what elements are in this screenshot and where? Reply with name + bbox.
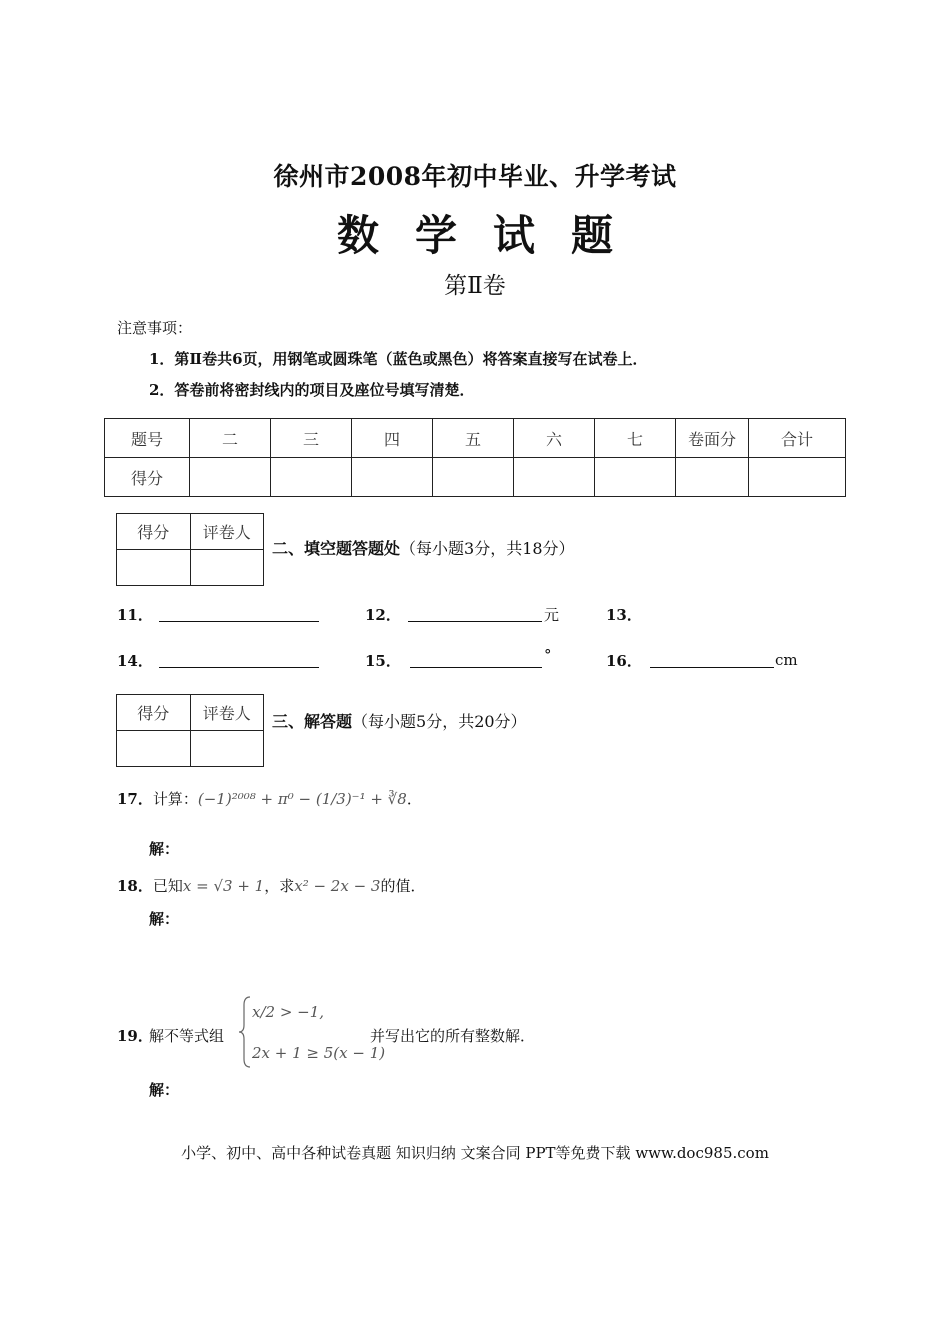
section3-title: 三、解答题 <box>272 712 353 731</box>
blank-unit: 元 <box>544 606 560 624</box>
score-cell <box>749 458 846 497</box>
answer-line <box>410 666 542 668</box>
score-table <box>104 418 846 497</box>
volume-title: 第Ⅱ卷 <box>444 273 506 299</box>
score-cell <box>271 458 352 497</box>
blank-number: 14． <box>117 652 153 670</box>
answer-line <box>650 666 774 668</box>
score-header-cell: 二 <box>190 419 271 458</box>
blank-number: 11． <box>117 606 153 624</box>
math-expression: x = √3 + 1 <box>182 877 265 895</box>
score-header-cell: 六 <box>514 419 595 458</box>
score-cell <box>352 458 433 497</box>
footer-text: 小学、初中、高中各种试卷真题 知识归纳 文案合同 PPT等免费下载 www.doc985.com <box>181 1144 769 1162</box>
grader-score-cell <box>117 550 191 586</box>
blank-number: 12． <box>365 606 401 624</box>
score-cell <box>595 458 676 497</box>
grader-score-label: 得分 <box>117 514 191 550</box>
answer-label: 解： <box>149 1081 180 1099</box>
score-cell <box>190 458 271 497</box>
score-row-label: 得分 <box>105 458 190 497</box>
notice-item-1: 1．第Ⅱ卷共6页，用钢笔或圆珠笔（蓝色或黑色）将答案直接写在试卷上． <box>149 350 648 368</box>
blank-unit: cm <box>775 651 798 669</box>
notice-item-2: 2．答卷前将密封线内的项目及座位号填写清楚． <box>149 381 475 399</box>
question-prompt: 解不等式组 <box>149 1027 225 1045</box>
question-prompt: 已知 <box>152 877 183 895</box>
grader-name-label: 评卷人 <box>190 695 264 731</box>
score-cell <box>514 458 595 497</box>
math-expression: x² − 2x − 3 <box>294 877 381 895</box>
inequality-2: 2x + 1 ≥ 5(x − 1) <box>252 1044 386 1062</box>
brace-icon <box>238 995 252 1069</box>
section2-heading <box>272 536 575 559</box>
score-table-score-row <box>105 458 846 497</box>
score-table-header-row <box>105 419 846 458</box>
question-number: 17． <box>117 790 153 808</box>
score-header-cell: 合计 <box>749 419 846 458</box>
score-header-cell: 四 <box>352 419 433 458</box>
question-17 <box>117 788 422 809</box>
question-end: 并写出它的所有整数解． <box>370 1027 536 1045</box>
blank-number: 13． <box>606 606 642 624</box>
question-end: 的值． <box>380 877 426 895</box>
score-header-cell: 卷面分 <box>676 419 749 458</box>
score-cell <box>433 458 514 497</box>
grader-name-cell <box>190 550 264 586</box>
answer-line <box>159 666 319 668</box>
score-header-cell: 三 <box>271 419 352 458</box>
grader-box-section3 <box>116 694 264 767</box>
question-number: 19． <box>117 1027 153 1045</box>
notice-heading: 注意事项： <box>117 319 193 337</box>
grader-name-cell <box>190 731 264 767</box>
section2-title: 二、填空题答题处 <box>272 539 401 558</box>
question-prompt: 计算： <box>152 790 198 808</box>
math-expression: (−1)²⁰⁰⁸ + π⁰ − (1/3)⁻¹ + ∛8 <box>197 790 407 808</box>
section2-note: （每小题3分，共18分） <box>400 539 575 558</box>
answer-line <box>408 620 542 622</box>
grader-score-cell <box>117 731 191 767</box>
grader-score-label: 得分 <box>117 695 191 731</box>
exam-title: 徐州市2008年初中毕业、升学考试 <box>273 162 677 191</box>
subject-title: 数学试题 <box>336 211 649 260</box>
score-cell <box>676 458 749 497</box>
blank-number: 16． <box>606 652 642 670</box>
score-header-cell: 题号 <box>105 419 190 458</box>
section3-heading <box>272 709 527 732</box>
answer-line <box>159 620 319 622</box>
question-number: 18． <box>117 877 153 895</box>
answer-label: 解： <box>149 840 180 858</box>
score-header-cell: 七 <box>595 419 676 458</box>
grader-name-label: 评卷人 <box>190 514 264 550</box>
answer-label: 解： <box>149 910 180 928</box>
question-end: ． <box>406 790 422 808</box>
question-mid: ，求 <box>264 877 295 895</box>
blank-number: 15． <box>365 652 401 670</box>
score-header-cell: 五 <box>433 419 514 458</box>
grader-box-section2 <box>116 513 264 586</box>
inequality-1: x/2 > −1, <box>252 1003 325 1021</box>
question-18 <box>117 875 425 896</box>
section3-note: （每小题5分，共20分） <box>352 712 527 731</box>
blank-unit: ° <box>544 646 552 664</box>
